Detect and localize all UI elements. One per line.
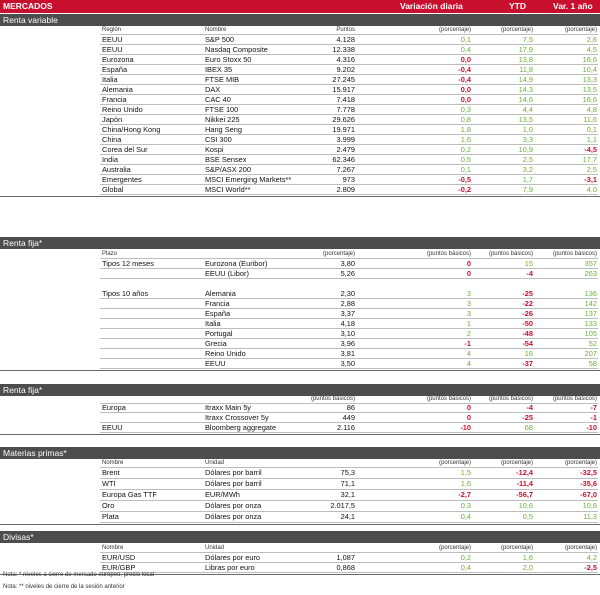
cell-b: CAC 40 [205, 95, 231, 104]
section-bottom-rule [0, 524, 600, 525]
table-row [0, 479, 600, 489]
cell-b: DAX [205, 85, 221, 94]
cell-z: 4,0 [586, 185, 597, 194]
cell-b: EUR/MWh [205, 490, 240, 499]
cell-v: 7.267 [336, 165, 355, 174]
col-daily-change-header: Variación diaria [400, 1, 463, 11]
cell-v: 0,868 [336, 563, 355, 572]
cell-z: 11,3 [583, 512, 597, 521]
cell-b: Grecia [205, 339, 227, 348]
cell-y: -11,4 [516, 479, 533, 488]
cell-v: 71,1 [340, 479, 355, 488]
cell-z: 16,6 [582, 55, 597, 64]
cell-a: EUR/USD [102, 553, 136, 562]
column-header-a: Plazo [102, 251, 118, 257]
cell-a: WTI [102, 479, 116, 488]
cell-a: Corea del Sur [102, 145, 148, 154]
cell-a: Emergentes [102, 175, 142, 184]
section-title: Materias primas* [3, 448, 67, 458]
cell-d: 1,5 [460, 468, 471, 477]
cell-d: 0,4 [460, 45, 471, 54]
cell-y: 13,8 [518, 55, 533, 64]
cell-v: 3,50 [340, 359, 355, 368]
column-header-z: (porcentaje) [564, 460, 597, 466]
cell-y: -22 [522, 299, 533, 308]
cell-d: 4 [466, 349, 471, 358]
column-header-z: (porcentaje) [564, 27, 597, 33]
cell-a: Plata [102, 512, 119, 521]
section-header-rates [0, 237, 600, 249]
cell-a: Alemania [102, 85, 133, 94]
cell-b: FTSE MIB [205, 75, 240, 84]
cell-b: S&P/ASX 200 [205, 165, 252, 174]
cell-b: Bloomberg aggregate [205, 423, 277, 432]
column-header-y: (porcentaje) [500, 545, 533, 551]
cell-z: -1 [590, 413, 597, 422]
cell-a: EUR/GBP [102, 563, 136, 572]
column-header-y: (puntos básicos) [488, 251, 533, 257]
cell-a: Japón [102, 115, 123, 124]
markets-header-bar [0, 0, 600, 13]
cell-d: 1,8 [460, 125, 471, 134]
footnote: Nota: * niveles a cierre de mercado europeo, precio local [3, 572, 155, 578]
cell-v: 32,1 [340, 490, 355, 499]
cell-y: 14,6 [518, 95, 533, 104]
cell-y: 16 [524, 349, 533, 358]
cell-v: 5,26 [340, 269, 355, 278]
cell-z: 137 [584, 309, 597, 318]
cell-d: 0,0 [460, 95, 471, 104]
section-title: Renta variable [3, 15, 58, 25]
cell-v: 973 [342, 175, 355, 184]
cell-y: 11,8 [519, 65, 533, 74]
cell-b: Nasdaq Composite [205, 45, 268, 54]
cell-v: 3,37 [340, 309, 355, 318]
cell-y: 7,9 [522, 185, 533, 194]
cell-y: -4 [526, 403, 533, 412]
column-header-a: Nombre [102, 460, 124, 466]
cell-z: -32,5 [580, 468, 597, 477]
cell-b: Kospi [205, 145, 224, 154]
column-header-y: (puntos básicos) [488, 396, 533, 402]
cell-y: 13,5 [518, 115, 533, 124]
cell-d: 0,0 [460, 55, 471, 64]
cell-v: 75,3 [340, 468, 355, 477]
column-header-d: (puntos básicos) [426, 251, 471, 257]
markets-title: MERCADOS [3, 1, 53, 11]
section-header-fx [0, 531, 600, 543]
cell-v: 2.017,5 [330, 501, 355, 510]
cell-b: S&P 500 [205, 35, 235, 44]
cell-z: 52 [588, 339, 597, 348]
cell-z: -4,5 [584, 145, 597, 154]
cell-d: 0,1 [460, 35, 471, 44]
cell-z: 4,5 [586, 45, 597, 54]
cell-z: 133 [584, 319, 597, 328]
cell-y: -12,4 [516, 468, 533, 477]
cell-b: BSE Sensex [205, 155, 247, 164]
cell-y: -25 [522, 413, 533, 422]
cell-v: 9.202 [336, 65, 355, 74]
section-title: Divisas* [3, 532, 34, 542]
cell-z: 16,6 [582, 95, 597, 104]
cell-a: EEUU [102, 423, 123, 432]
cell-b: FTSE 100 [205, 105, 239, 114]
cell-d: 3 [466, 289, 471, 298]
cell-d: 3 [466, 309, 471, 318]
row-divider [100, 194, 598, 195]
row-divider [100, 278, 598, 279]
cell-b: Itraxx Crossover 5y [205, 413, 269, 422]
cell-v: 7.418 [336, 95, 355, 104]
cell-y: 1,0 [522, 125, 533, 134]
cell-a: EEUU [102, 35, 123, 44]
cell-d: 0,2 [460, 553, 471, 562]
cell-v: 7.778 [336, 105, 355, 114]
cell-y: -4 [526, 269, 533, 278]
cell-a: Europa [102, 403, 126, 412]
cell-z: 4,2 [586, 553, 597, 562]
cell-y: -37 [522, 359, 533, 368]
cell-b: IBEX 35 [205, 65, 233, 74]
cell-y: 10,9 [518, 145, 533, 154]
row-divider [100, 572, 598, 573]
cell-d: 0 [466, 403, 471, 412]
cell-b: España [205, 309, 231, 318]
cell-v: 2,30 [340, 289, 355, 298]
cell-z: 11,6 [583, 115, 597, 124]
cell-a: Tipos 10 años [102, 289, 149, 298]
cell-y: 2,0 [522, 563, 533, 572]
cell-b: Nikkei 225 [205, 115, 240, 124]
cell-a: China/Hong Kong [102, 125, 161, 134]
cell-y: 0,5 [522, 512, 533, 521]
cell-d: 1 [466, 319, 471, 328]
cell-b: MSCI World** [205, 185, 251, 194]
cell-d: 0,4 [460, 512, 471, 521]
cell-y: 10,6 [518, 501, 533, 510]
cell-v: 4.128 [336, 35, 355, 44]
cell-y: 4,4 [522, 105, 533, 114]
cell-v: 27.245 [332, 75, 355, 84]
cell-a: India [102, 155, 119, 164]
cell-y: -25 [522, 289, 533, 298]
table-row [0, 490, 600, 500]
cell-v: 4.316 [336, 55, 355, 64]
cell-d: 0,3 [460, 501, 471, 510]
cell-d: 0,8 [460, 115, 471, 124]
cell-y: -26 [522, 309, 533, 318]
cell-v: 3,80 [340, 259, 355, 268]
cell-d: -10 [460, 423, 471, 432]
cell-d: -1 [464, 339, 471, 348]
cell-b: Italia [205, 319, 221, 328]
cell-v: 449 [342, 413, 355, 422]
cell-y: 15 [524, 259, 533, 268]
section-bottom-rule [0, 370, 600, 371]
cell-y: -48 [522, 329, 533, 338]
cell-z: 136 [584, 289, 597, 298]
cell-a: Tipos 12 meses [102, 259, 154, 268]
column-header-b: Unidad [205, 545, 225, 551]
cell-a: China [102, 135, 122, 144]
cell-y: 3,2 [522, 165, 533, 174]
cell-z: 10,6 [582, 501, 597, 510]
cell-v: 62.346 [332, 155, 355, 164]
cell-z: 13,5 [582, 85, 597, 94]
cell-v: 3.999 [336, 135, 355, 144]
cell-d: -2,7 [458, 490, 471, 499]
cell-d: 0,2 [460, 145, 471, 154]
column-header-y: (porcentaje) [500, 27, 533, 33]
cell-z: 263 [584, 269, 597, 278]
section-header-commodities [0, 447, 600, 459]
cell-y: 2,5 [522, 155, 533, 164]
cell-d: 0,1 [460, 165, 471, 174]
cell-y: 17,9 [518, 45, 533, 54]
cell-z: 17,7 [582, 155, 597, 164]
table-row [0, 501, 600, 511]
section-header-equity [0, 14, 600, 26]
cell-z: 10,4 [582, 65, 597, 74]
section-title: Renta fija* [3, 238, 43, 248]
column-header-d: (porcentaje) [438, 27, 471, 33]
column-header-y: (porcentaje) [500, 460, 533, 466]
cell-a: Eurozona [102, 55, 134, 64]
cell-z: 58 [588, 359, 597, 368]
cell-b: CSI 300 [205, 135, 232, 144]
cell-b: Dólares por barril [205, 468, 262, 477]
cell-y: 1,7 [522, 175, 533, 184]
cell-z: 13,3 [582, 75, 597, 84]
cell-z: -7 [590, 403, 597, 412]
column-header-a: Región [102, 27, 122, 33]
cell-b: EEUU (Libor) [205, 269, 249, 278]
cell-b: Dólares por onza [205, 512, 262, 521]
cell-a: Francia [102, 95, 127, 104]
cell-d: -0,4 [458, 65, 471, 74]
cell-y: -50 [522, 319, 533, 328]
cell-y: 14,3 [518, 85, 533, 94]
cell-z: 0,1 [586, 125, 597, 134]
cell-z: -35,6 [580, 479, 597, 488]
cell-v: 1,087 [336, 553, 355, 562]
cell-d: 0,5 [460, 155, 471, 164]
cell-z: -2,5 [584, 563, 597, 572]
cell-d: 4 [466, 359, 471, 368]
cell-v: 2.809 [336, 185, 355, 194]
col-ytd-header: YTD [509, 1, 526, 11]
cell-b: Itraxx Main 5y [205, 403, 252, 412]
cell-b: Alemania [205, 289, 236, 298]
cell-a: Global [102, 185, 124, 194]
cell-v: 24,1 [340, 512, 355, 521]
cell-b: Dólares por onza [205, 501, 262, 510]
cell-z: 2,6 [586, 35, 597, 44]
cell-y: 3,3 [522, 135, 533, 144]
cell-a: EEUU [102, 45, 123, 54]
column-header-b: Unidad [205, 460, 225, 466]
cell-y: 14,9 [518, 75, 533, 84]
cell-a: Brent [102, 468, 120, 477]
cell-z: 207 [584, 349, 597, 358]
cell-z: 357 [584, 259, 597, 268]
column-header-v: Puntos [336, 27, 355, 33]
cell-y: -56,7 [516, 490, 533, 499]
cell-a: España [102, 65, 128, 74]
cell-z: 105 [584, 329, 597, 338]
section-title: Renta fija* [3, 385, 43, 395]
cell-v: 2,88 [340, 299, 355, 308]
cell-d: 2 [466, 329, 471, 338]
column-header-v: (porcentaje) [322, 251, 355, 257]
cell-d: 3 [466, 299, 471, 308]
column-header-z: (porcentaje) [564, 545, 597, 551]
cell-a: Oro [102, 501, 115, 510]
footnote: Nota: ** niveles de cierre de la sesión anterior [3, 584, 125, 590]
section-bottom-rule [0, 196, 600, 197]
cell-b: Reino Unido [205, 349, 246, 358]
cell-a: Australia [102, 165, 131, 174]
cell-b: Libras por euro [205, 563, 255, 572]
cell-y: 1,6 [522, 553, 533, 562]
column-header-v: (puntos básicos) [310, 396, 355, 402]
cell-v: 3,81 [340, 349, 355, 358]
section-bottom-rule [0, 434, 600, 435]
cell-z: 4,8 [586, 105, 597, 114]
cell-v: 29.626 [332, 115, 355, 124]
cell-y: 68 [524, 423, 533, 432]
cell-d: 0,0 [460, 85, 471, 94]
cell-v: 86 [346, 403, 355, 412]
cell-d: 1,6 [460, 479, 471, 488]
cell-y: 7,5 [522, 35, 533, 44]
cell-b: Hang Seng [205, 125, 242, 134]
cell-b: Portugal [205, 329, 233, 338]
cell-a: Europa Gas TTF [102, 490, 157, 499]
column-header-z: (puntos básicos) [552, 396, 597, 402]
cell-a: Italia [102, 75, 118, 84]
column-header-d: (porcentaje) [438, 545, 471, 551]
cell-a: Reino Unido [102, 105, 143, 114]
cell-b: MSCI Emerging Markets** [205, 175, 292, 184]
cell-v: 2.479 [336, 145, 355, 154]
table-row [0, 512, 600, 522]
column-header-a: Nombre [102, 545, 124, 551]
cell-v: 19.971 [332, 125, 355, 134]
column-header-d: (puntos básicos) [426, 396, 471, 402]
column-header-d: (porcentaje) [438, 460, 471, 466]
column-header-b: Nombre [205, 27, 227, 33]
cell-d: 0 [466, 413, 471, 422]
cell-b: Euro Stoxx 50 [205, 55, 252, 64]
cell-v: 3,10 [340, 329, 355, 338]
table-row [0, 468, 600, 478]
cell-d: 0 [466, 259, 471, 268]
column-header-z: (puntos básicos) [552, 251, 597, 257]
cell-d: 0 [466, 269, 471, 278]
cell-v: 15.917 [332, 85, 355, 94]
cell-d: -0,4 [458, 75, 471, 84]
cell-z: 2,5 [586, 165, 597, 174]
row-divider [100, 522, 598, 523]
cell-z: -67,0 [580, 490, 597, 499]
cell-d: -0,2 [458, 185, 471, 194]
cell-b: EEUU [205, 359, 226, 368]
cell-d: 0,3 [460, 105, 471, 114]
cell-z: 142 [584, 299, 597, 308]
cell-z: -3,1 [584, 175, 597, 184]
cell-b: Dólares por barril [205, 479, 262, 488]
row-divider [100, 432, 598, 433]
row-divider [100, 368, 598, 369]
cell-y: -54 [522, 339, 533, 348]
cell-b: Francia [205, 299, 230, 308]
cell-v: 2.116 [337, 423, 355, 432]
cell-d: -0,5 [458, 175, 471, 184]
cell-d: 1,6 [460, 135, 471, 144]
cell-b: Eurozona (Euribor) [205, 259, 268, 268]
col-year-change-header: Var. 1 año [553, 1, 593, 11]
cell-z: 1,1 [586, 135, 597, 144]
cell-v: 12.338 [332, 45, 355, 54]
cell-z: -10 [586, 423, 597, 432]
cell-b: Dólares por euro [205, 553, 261, 562]
cell-v: 3,96 [340, 339, 355, 348]
cell-v: 4,18 [340, 319, 355, 328]
cell-d: 0,4 [460, 563, 471, 572]
